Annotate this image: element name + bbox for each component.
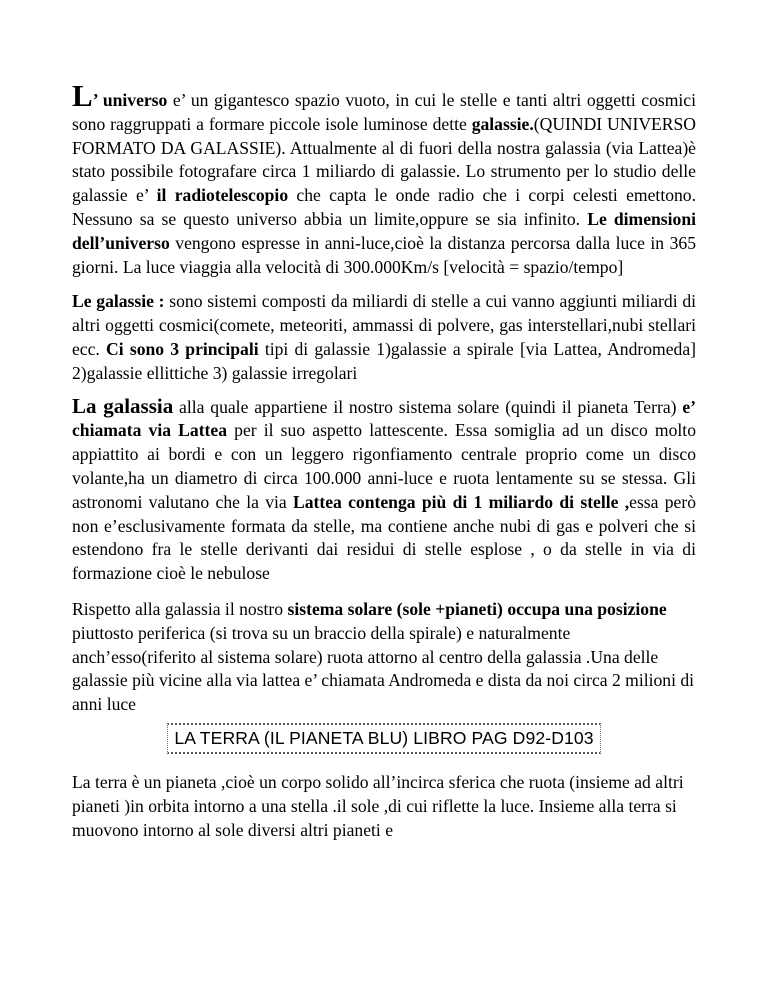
term-radiotelescopio: il radiotelescopio [156,185,289,206]
paragraph-terra [72,771,696,842]
text-span: e’ un gigantesco spazio vuoto, in cui le stelle e tanti altri oggetti cosmici sono raggruppati a formare piccole isole luminose dette [72,90,697,134]
term-principali: Ci sono 3 principali [106,338,259,359]
term-dimensioni: Le dimensioni dell’universo [72,208,696,253]
term-galassie: galassie. [471,113,534,134]
paragraph-galassie [72,290,696,385]
text-span: essa però non e’esclusivamente formata da stelle, ma contiene anche nubi di gas e polveri che si estendono fra le stelle derivanti dai residui di stelle esplose , o da stelle in via di formazione cioè le nebulose [72,491,696,584]
text-span: che capta le onde radio che i corpi celesti emettono. Nessuno sa se questo universo abbia un limite,oppure se sia infinito. [72,185,696,229]
document-page [72,78,697,842]
text-span: piuttosto periferica (si trova su un braccio della spirale) e naturalmente anch’esso(riferito al sistema solare) ruota attorno al centro della galassia .Una delle galassie più vicine alla via lattea e’ chiamata Andromeda e dista da noi circa 2 milioni di anni luce [72,622,695,715]
text-span: per il suo aspetto lattescente. Essa somiglia ad un disco molto appiattito ai bordi e con un leggero rigonfiamento centrale proprio come un disco volante,ha un diametro di circa 100.000 anni-luce e ruota lentamente su se stessa. Gli astronomi valutano che la via [72,420,696,512]
term-le-galassie: Le galassie : [72,291,165,312]
text-span: (QUINDI UNIVERSO FORMATO DA GALASSIE). Attualmente al di fuori della nostra galassia (via Lattea)è stato possibile fotografare circa 1 miliardo di galassie. Lo strumento per lo studio delle galassie e’ [72,113,697,206]
section-heading: LA TERRA (IL PIANETA BLU) LIBRO PAG D92-D103 [167,723,600,754]
section-heading-wrapper [72,723,696,759]
term-universo: ’ universo [92,90,168,110]
text-span: tipi di galassie 1)galassie a spirale [via Lattea, Andromeda] 2)galassie ellittiche 3) galassie irregolari [72,338,697,383]
text-span: Rispetto alla galassia il nostro [72,598,288,619]
term-via-lattea: e’ chiamata via Lattea [72,396,696,441]
text-span: vengono espresse in anni-luce,cioè la distanza percorsa dalla luce in 365 giorni. La luce viaggia alla velocità di 300.000Km/s [velocità = spazio/tempo] [72,232,696,277]
paragraph-universo [72,78,697,279]
paragraph-sistema-solare [72,598,696,717]
term-sistema-solare: sistema solare (sole +pianeti) occupa una posizione [287,598,667,619]
text-span: La terra è un pianeta ,cioè un corpo solido all’incirca sferica che ruota (insieme ad altri pianeti )in orbita intorno a una stella .il sole ,di cui riflette la luce. Insieme alla terra si muovono intorno al sole diversi altri pianeti e [72,771,684,840]
text-span: sono sistemi composti da miliardi di stelle a cui vanno aggiunti miliardi di altri oggetti cosmici(comete, meteoriti, ammassi di polvere, gas interstellari,nubi stellari ecc. [72,291,697,359]
drop-cap: L [72,78,93,113]
term-la-galassia: La galassia [72,393,174,418]
term-miliardo-stelle: Lattea contenga più di 1 miliardo di stelle , [292,491,630,512]
paragraph-via-lattea [72,395,696,586]
text-span: alla quale appartiene il nostro sistema solare (quindi il pianeta Terra) [173,396,683,417]
